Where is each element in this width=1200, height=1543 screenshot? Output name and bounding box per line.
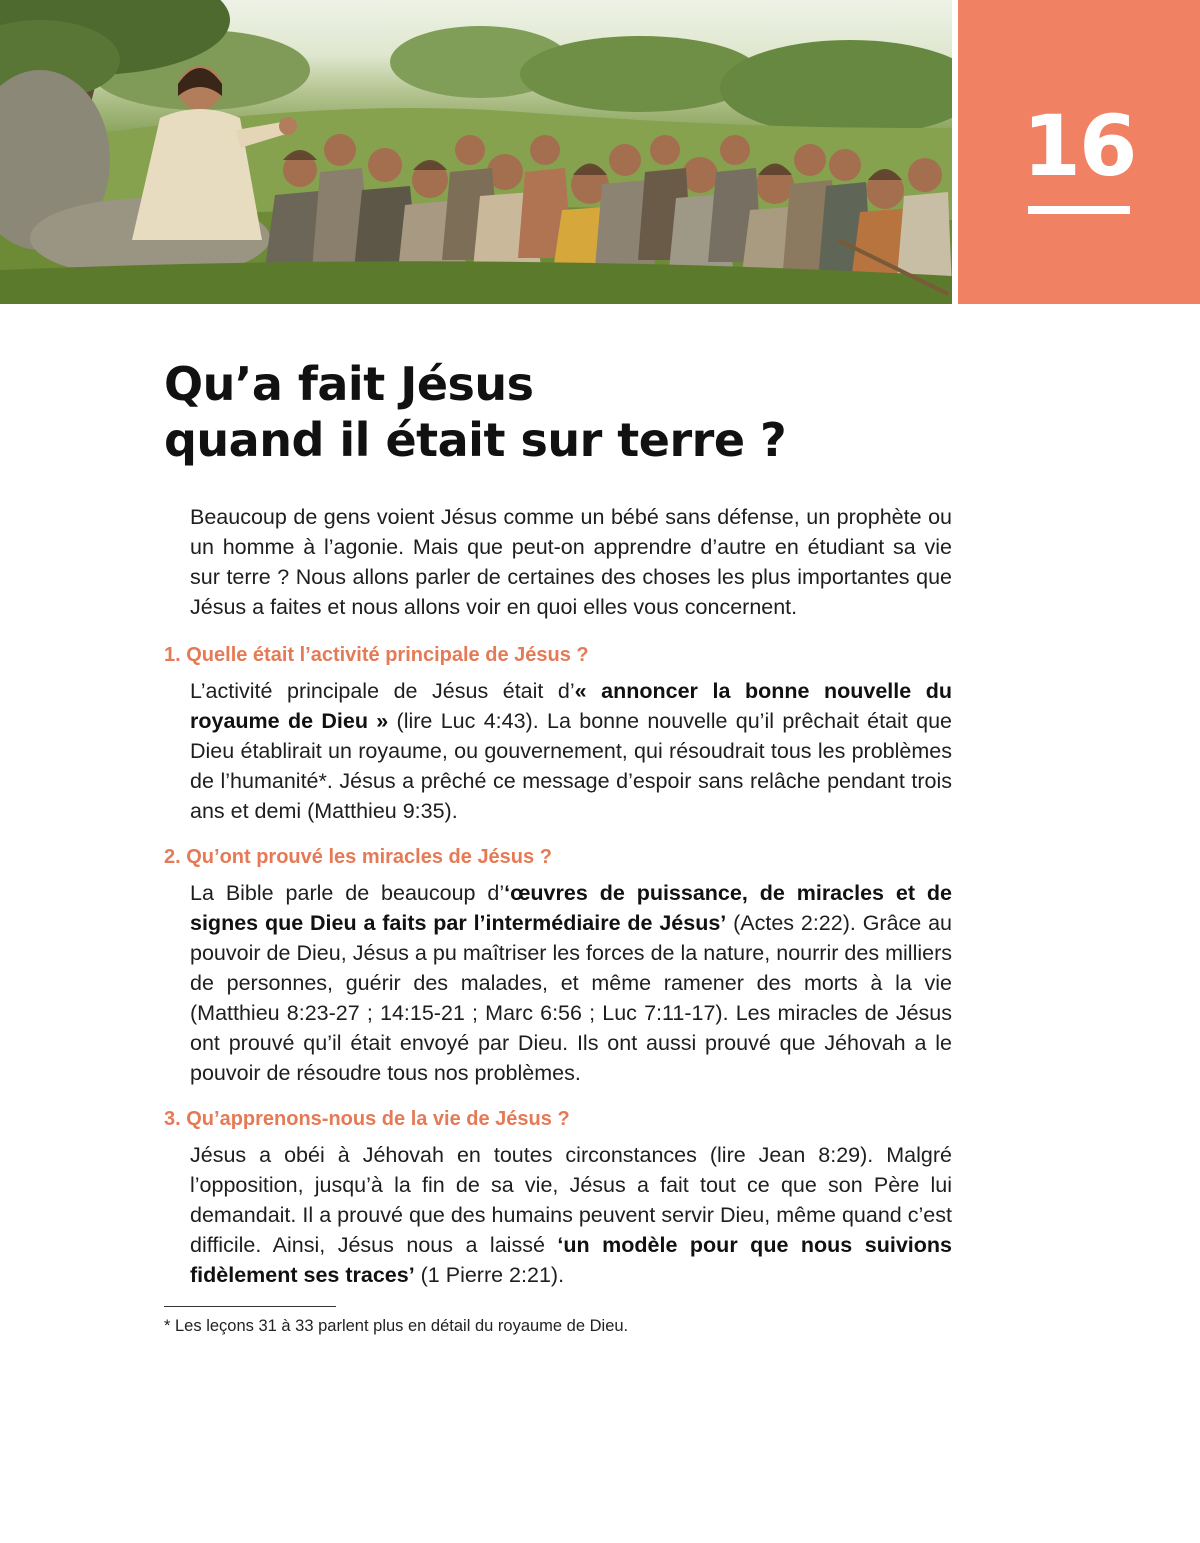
answer-emphasis: ‘un modèle pour que nous suivions fidèlement ses traces’ [190,1233,952,1287]
page-title-line-1: Qu’a fait Jésus [164,357,534,411]
answer-paragraph [164,1140,952,1290]
answer-text: (lire Luc 4:43). La bonne nouvelle qu’il prêchait était que Dieu établirait un royaume, ou gouvernement, qui résoudrait tous les problèmes de l’humanité*. Jésus a prêché ce message d’espoir sans relâche pendant trois ans et demi (Matthieu 9:35). [190,709,952,823]
answer-emphasis: ‘œuvres de puissance, de miracles et de signes que Dieu a faits par l’intermédiaire de Jésus’ [190,881,952,935]
page-title-line-2: quand il était sur terre ? [164,413,787,467]
question-heading: 2. Qu’ont prouvé les miracles de Jésus ? [164,846,552,868]
jesus-teaching-crowd-illustration [0,0,952,304]
answer-emphasis: « annoncer la bonne nouvelle du royaume de Dieu » [190,679,952,733]
answer-text: L’activité principale de Jésus était d’ [190,679,575,703]
footnote-divider [164,1306,336,1307]
answer-paragraph [164,878,952,1088]
question-heading: 1. Quelle était l’activité principale de Jésus ? [164,644,589,666]
section-2 [164,842,952,1088]
intro-paragraph: Beaucoup de gens voient Jésus comme un bébé sans défense, un prophète ou un homme à l’agonie. Mais que peut-on apprendre d’autre en étudiant sa vie sur terre ? Nous allons parler de certaines des choses les plus importantes que Jésus a faites et nous allons voir en quoi elles vous concernent. [190,505,952,619]
lesson-number-box [958,0,1200,304]
page-title [164,356,964,468]
answer-text: (Actes 2:22). Grâce au pouvoir de Dieu, Jésus a pu maîtriser les forces de la nature, nourrir des milliers de personnes, guérir des malades, et même ramener des morts à la vie (Matthieu 8:23-27 ; 14:15-21 ; Marc 6:56 ; Luc 7:11-17). Les miracles de Jésus ont prouvé qu’il était envoyé par Dieu. Ils ont aussi prouvé que Jéhovah a le pouvoir de résoudre tous nos problèmes. [190,911,952,1085]
footnote: * Les leçons 31 à 33 parlent plus en détail du royaume de Dieu. [164,1317,629,1335]
lesson-number-underline [1028,206,1130,214]
question-heading: 3. Qu’apprenons-nous de la vie de Jésus ? [164,1108,570,1130]
answer-text: La Bible parle de beaucoup d’ [190,881,505,905]
lesson-content [164,502,952,1337]
answer-text: (1 Pierre 2:21). [414,1263,565,1287]
section-1 [164,640,952,826]
section-3 [164,1104,952,1290]
lesson-number: 16 [1022,97,1136,195]
answer-text: Jésus a obéi à Jéhovah en toutes circonstances (lire Jean 8:29). Malgré l’opposition, jusqu’à la fin de sa vie, Jésus a fait tout ce que son Père lui demandait. Il a prouvé que des humains peuvent servir Dieu, même quand c’est difficile. Ainsi, Jésus nous a laissé [190,1143,952,1257]
answer-paragraph [164,676,952,826]
